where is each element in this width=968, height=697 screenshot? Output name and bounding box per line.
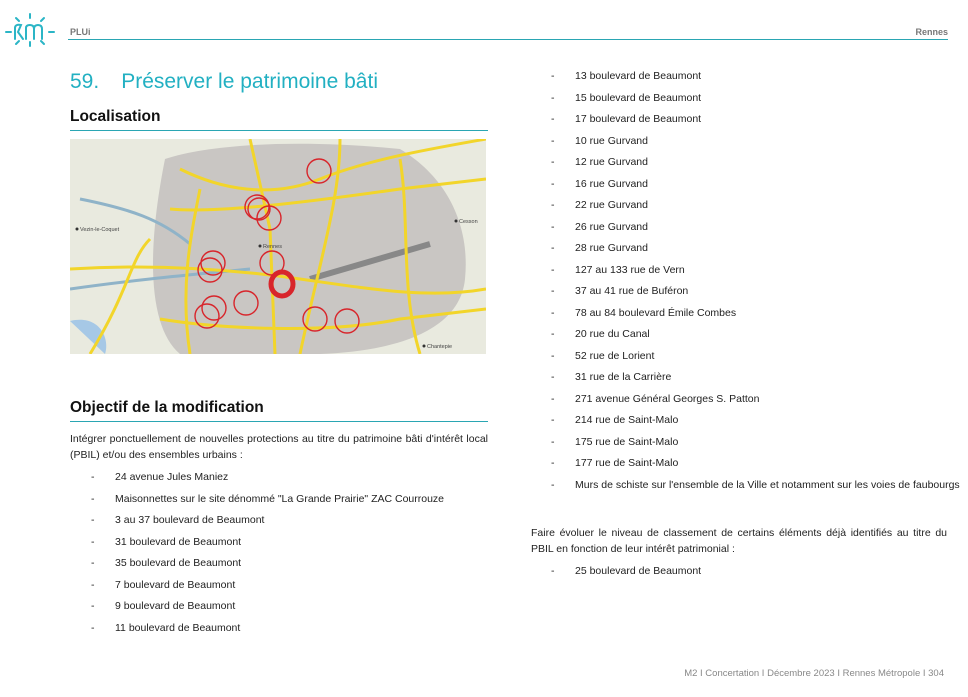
list-item: - 31 rue de la Carrière — [551, 371, 961, 393]
reclassement-intro: Faire évoluer le niveau de classement de certains éléments déjà identifiés au titre du PBIL en fonction de leur intérêt patrimonial : — [531, 527, 947, 555]
list-item: - 11 boulevard de Beaumont — [91, 622, 491, 644]
list-item: - 24 avenue Jules Maniez — [91, 471, 491, 493]
objectif-intro: Intégrer ponctuellement de nouvelles protections au titre du patrimoine bâti d'intérêt local (PBIL) et/ou des ensembles urbains : — [70, 433, 488, 461]
list-item: - 35 boulevard de Beaumont — [91, 557, 491, 579]
protections-list-right — [551, 70, 961, 500]
list-item: - 52 rue de Lorient — [551, 350, 961, 372]
list-item: - Murs de schiste sur l'ensemble de la Ville et notamment sur les voies de faubourgs — [551, 479, 961, 501]
map-label-vezin: Vezin-le-Coquet — [80, 227, 120, 233]
list-item: - 22 rue Gurvand — [551, 199, 961, 221]
list-item: - 214 rue de Saint-Malo — [551, 414, 961, 436]
list-item: - 26 rue Gurvand — [551, 221, 961, 243]
protections-list-left — [91, 471, 491, 643]
map-label-chantepie: Chantepie — [427, 344, 453, 350]
list-item: - 127 au 133 rue de Vern — [551, 264, 961, 286]
list-item: - 12 rue Gurvand — [551, 156, 961, 178]
list-item: - 10 rue Gurvand — [551, 135, 961, 157]
list-item: - 15 boulevard de Beaumont — [551, 92, 961, 114]
list-item: - 20 rue du Canal — [551, 328, 961, 350]
list-item: - 3 au 37 boulevard de Beaumont — [91, 514, 491, 536]
list-item: - 31 boulevard de Beaumont — [91, 536, 491, 558]
list-item: - 16 rue Gurvand — [551, 178, 961, 200]
list-item: - 13 boulevard de Beaumont — [551, 70, 961, 92]
page-footer: M2 I Concertation I Décembre 2023 I Rennes Métropole I 304 — [684, 668, 944, 679]
header-section-label: PLUi — [70, 27, 91, 37]
location-map — [70, 139, 486, 354]
list-item: - 9 boulevard de Beaumont — [91, 600, 491, 622]
reclassement-list — [551, 565, 951, 587]
list-item: - 78 au 84 boulevard Émile Combes — [551, 307, 961, 329]
header-city-label: Rennes — [915, 27, 948, 37]
header-divider — [68, 39, 948, 40]
list-item: - 25 boulevard de Beaumont — [551, 565, 951, 587]
list-item: - Maisonnettes sur le site dénommé "La Grande Prairie" ZAC Courrouze — [91, 493, 491, 515]
list-item: - 28 rue Gurvand — [551, 242, 961, 264]
map-label-cesson: Cesson — [459, 219, 478, 225]
list-item: - 177 rue de Saint-Malo — [551, 457, 961, 479]
page-title: 59. Préserver le patrimoine bâti — [70, 70, 378, 93]
list-item: - 17 boulevard de Beaumont — [551, 113, 961, 135]
localisation-heading: Localisation — [70, 108, 488, 131]
list-item: - 271 avenue Général Georges S. Patton — [551, 393, 961, 415]
list-item: - 37 au 41 rue de Buféron — [551, 285, 961, 307]
list-item: - 175 rue de Saint-Malo — [551, 436, 961, 458]
map-label-rennes: Rennes — [263, 244, 282, 250]
objectif-heading: Objectif de la modification — [70, 399, 488, 422]
list-item: - 7 boulevard de Beaumont — [91, 579, 491, 601]
rennes-metropole-logo — [4, 12, 56, 48]
